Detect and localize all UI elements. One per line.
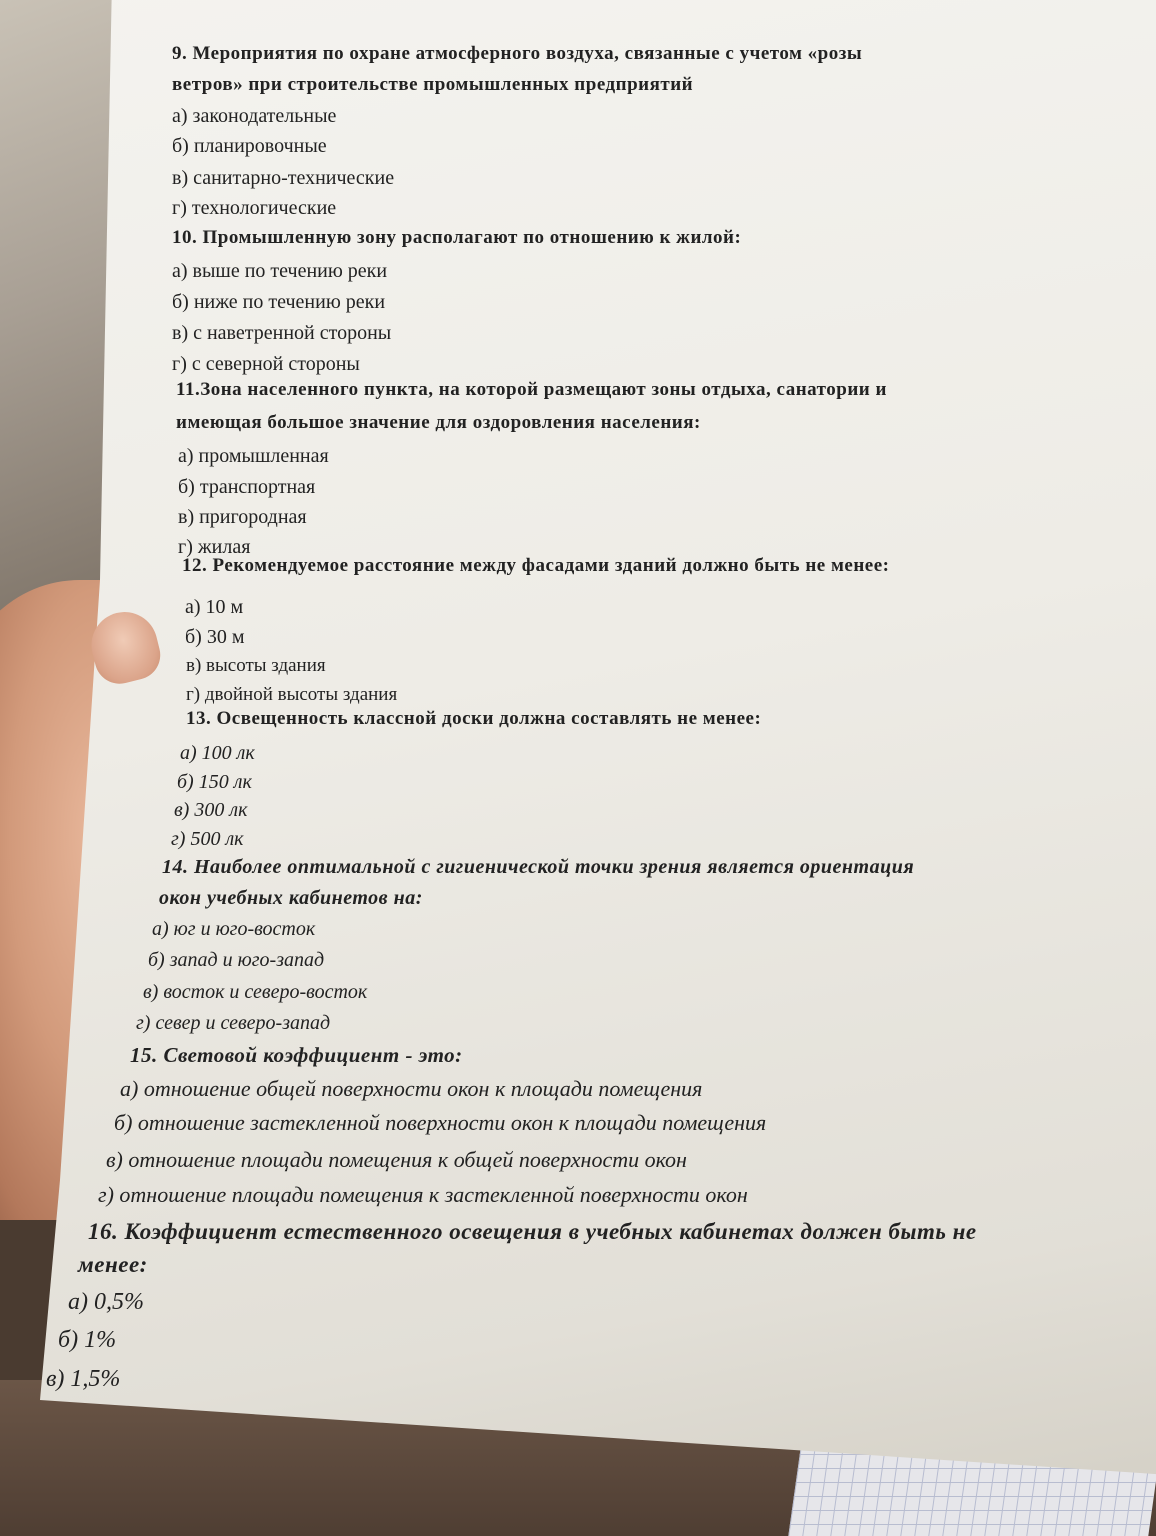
question-9-option-b: б) планировочные xyxy=(172,135,327,157)
question-14-title-line2: окон учебных кабинетов на: xyxy=(159,887,423,909)
question-11-option-a: а) промышленная xyxy=(178,445,329,467)
question-13-option-d: г) 500 лк xyxy=(171,828,244,850)
question-12-option-c: в) высоты здания xyxy=(186,655,326,676)
question-13-option-b: б) 150 лк xyxy=(177,771,252,793)
question-11-title-line1: 11.Зона населенного пункта, на которой размещают зоны отдыха, санатории и xyxy=(176,379,887,400)
question-9-title-line1: 9. Мероприятия по охране атмосферного воздуха, связанные с учетом «розы xyxy=(172,43,863,64)
question-14-option-d: г) север и северо-запад xyxy=(136,1012,331,1034)
question-10-option-c: в) с наветренной стороны xyxy=(172,322,392,344)
question-16-title-line1: 16. Коэффициент естественного освещения в учебных кабинетах должен быть не xyxy=(88,1219,977,1244)
question-10-option-a: а) выше по течению реки xyxy=(172,260,388,282)
question-15-option-d: г) отношение площади помещения к застекленной поверхности окон xyxy=(98,1182,748,1207)
question-14-option-b: б) запад и юго-запад xyxy=(148,949,325,971)
question-12-option-b: б) 30 м xyxy=(185,626,245,648)
question-11-title-line2: имеющая большое значение для оздоровления населения: xyxy=(176,412,701,433)
question-9-title-line2: ветров» при строительстве промышленных предприятий xyxy=(172,74,694,95)
question-12-option-a: а) 10 м xyxy=(185,596,244,618)
question-13-option-a: а) 100 лк xyxy=(180,742,255,764)
question-16-option-c: в) 1,5% xyxy=(46,1366,121,1392)
question-9-option-c: в) санитарно-технические xyxy=(172,167,395,189)
question-16-option-a: а) 0,5% xyxy=(68,1289,144,1315)
question-15-option-c: в) отношение площади помещения к общей поверхности окон xyxy=(106,1147,687,1172)
question-11-option-b: б) транспортная xyxy=(178,476,316,498)
question-14-title-line1: 14. Наиболее оптимальной с гигиенической точки зрения является ориентация xyxy=(162,856,915,878)
question-12-option-d: г) двойной высоты здания xyxy=(186,684,398,705)
question-16-title-line2: менее: xyxy=(78,1252,148,1277)
question-15-title: 15. Световой коэффициент - это: xyxy=(130,1043,463,1067)
question-9-option-d: г) технологические xyxy=(172,197,337,219)
question-15-option-b: б) отношение застекленной поверхности окон к площади помещения xyxy=(114,1110,767,1135)
question-11-option-d: г) жилая xyxy=(178,536,251,558)
question-14-option-c: в) восток и северо-восток xyxy=(143,981,368,1003)
question-13-title: 13. Освещенность классной доски должна составлять не менее: xyxy=(186,708,762,729)
question-14-option-a: а) юг и юго-восток xyxy=(152,918,316,940)
question-10-title: 10. Промышленную зону располагают по отношению к жилой: xyxy=(172,227,742,248)
question-11-option-c: в) пригородная xyxy=(178,506,307,528)
question-15-option-a: а) отношение общей поверхности окон к площади помещения xyxy=(120,1076,703,1101)
question-10-option-d: г) с северной стороны xyxy=(172,353,360,375)
question-16-option-b: б) 1% xyxy=(58,1327,117,1353)
question-12-title: 12. Рекомендуемое расстояние между фасадами зданий должно быть не менее: xyxy=(182,555,890,576)
question-13-option-c: в) 300 лк xyxy=(174,799,248,821)
question-9-option-a: а) законодательные xyxy=(172,105,337,127)
question-10-option-b: б) ниже по течению реки xyxy=(172,291,386,313)
